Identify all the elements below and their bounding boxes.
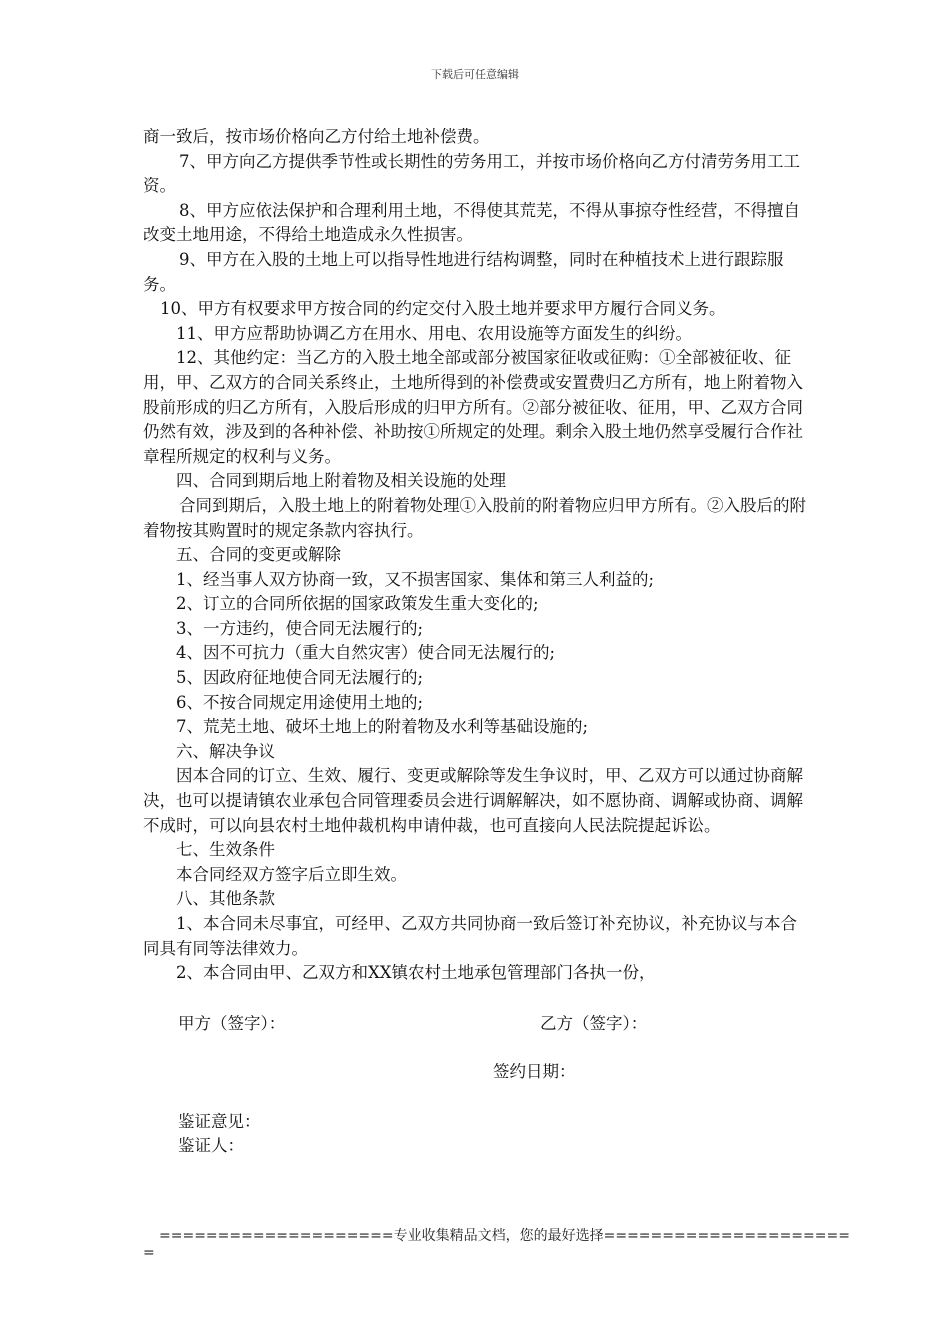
date-row: [143, 1060, 808, 1084]
section-5-heading: 五、合同的变更或解除: [176, 545, 341, 565]
clause-8: 8、甲方应依法保护和合理利用土地，不得使其荒芜，不得从事掠夺性经营，不得擅自改变土地用途，不得给土地造成永久性损害。: [143, 200, 800, 245]
clause-10: 10、甲方有权要求甲方按合同的约定交付入股土地并要求甲方履行合同义务。: [160, 299, 726, 319]
clause-7: 7、甲方向乙方提供季节性或长期性的劳务用工，并按市场价格向乙方付清劳务用工工资。: [143, 151, 800, 196]
section-4-heading: 四、合同到期后地上附着物及相关设施的处理: [176, 471, 506, 491]
section-8-item: 2、本合同由甲、乙双方和XX镇农村土地承包管理部门各执一份，: [176, 963, 656, 983]
party-b-signature-label: 乙方（签字）：: [540, 1013, 648, 1033]
section-6-text: 因本合同的订立、生效、履行、变更或解除等发生争议时，甲、乙双方可以通过协商解决，也可以提请镇农业承包合同管理委员会进行调解解决，如不愿协商、调解或协商、调解不成时，可以向县农村土地仲裁机构申请仲裁，也可直接向人民法院提起诉讼。: [143, 766, 803, 835]
section-7-heading: 七、生效条件: [176, 840, 275, 860]
footer-banner: ====================专业收集精品文档，您的最好选择=====================: [159, 1228, 850, 1244]
section-5-item: 7、荒芜土地、破坏土地上的附着物及水利等基础设施的;: [176, 717, 589, 737]
section-4-text: 合同到期后，入股土地上的附着物处理①入股前的附着物应归甲方所有。②入股后的附着物按其购置时的规定条款内容执行。: [143, 495, 806, 540]
section-5-item: 2、订立的合同所依据的国家政策发生重大变化的;: [176, 594, 539, 614]
section-6-heading: 六、解决争议: [176, 741, 275, 761]
section-5-item: 4、因不可抗力（重大自然灾害）使合同无法履行的;: [176, 643, 556, 663]
page-header: 下载后可任意编辑: [431, 68, 519, 81]
section-7-text: 本合同经双方签字后立即生效。: [176, 864, 407, 884]
section-5-item: 6、不按合同规定用途使用土地的;: [176, 692, 424, 712]
document-body: [143, 125, 808, 1159]
party-a-signature-label: 甲方（签字）：: [178, 1013, 286, 1033]
footer-banner-wrap: =: [143, 1245, 155, 1261]
section-5-item: 5、因政府征地使合同无法履行的;: [176, 668, 424, 688]
signing-date-label: 签约日期：: [493, 1061, 576, 1081]
section-5-item: 3、一方违约，使合同无法履行的;: [176, 618, 424, 638]
paragraph-continuation: 商一致后，按市场价格向乙方付给土地补偿费。: [143, 127, 490, 146]
section-5-item: 1、经当事人双方协商一致，又不损害国家、集体和第三人利益的;: [176, 569, 655, 589]
section-8-item: 1、本合同未尽事宜，可经甲、乙双方共同协商一致后签订补充协议，补充协议与本合同具有同等法律效力。: [143, 914, 797, 958]
signature-row: [143, 1012, 808, 1036]
verification-person-label: 鉴证人：: [178, 1136, 244, 1156]
verification-opinion-label: 鉴证意见：: [178, 1111, 261, 1131]
clause-11: 11、甲方应帮助协调乙方在用水、用电、农用设施等方面发生的纠纷。: [176, 323, 692, 343]
verification-block: [143, 1110, 808, 1159]
clause-12: 12、其他约定：当乙方的入股土地全部或部分被国家征收或征购：①全部被征收、征用，甲、乙双方的合同关系终止，土地所得到的补偿费或安置费归乙方所有，地上附着物入股前形成的归乙方所有，入股后形成的归甲方所有。②部分被征收、征用，甲、乙双方合同仍然有效，涉及到的各种补偿、补助按①所规定的处理。剩余入股土地仍然享受履行合作社章程所规定的权利与义务。: [143, 348, 803, 466]
section-8-heading: 八、其他条款: [176, 889, 275, 909]
clause-9: 9、甲方在入股的土地上可以指导性地进行结构调整，同时在种植技术上进行跟踪服务。: [143, 249, 784, 294]
